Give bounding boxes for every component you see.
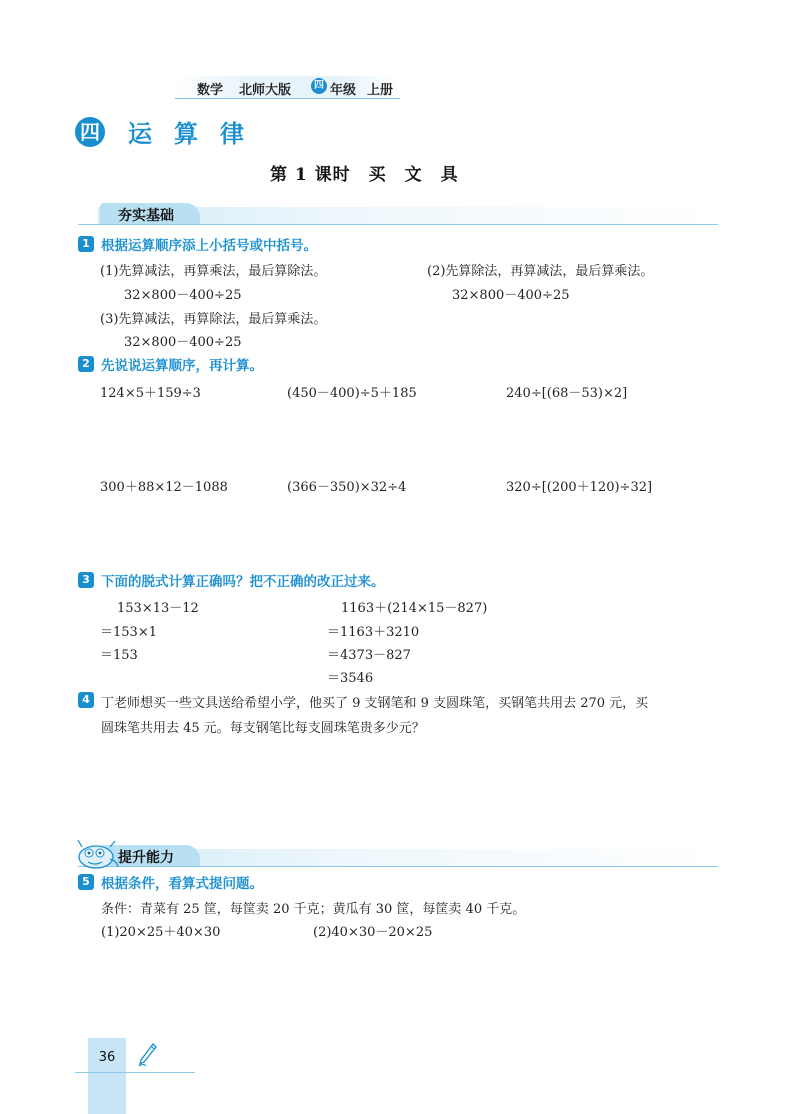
- q3-left-step-3: ＝153: [100, 648, 138, 663]
- pencil-icon: [136, 1042, 158, 1068]
- question-number-1: 1: [78, 236, 94, 252]
- q1-part1-expression: 32×800－400÷25: [124, 288, 242, 303]
- question-prompt-5: 根据条件，看算式提问题。: [101, 876, 263, 892]
- question-prompt-3: 下面的脱式计算正确吗？把不正确的改正过来。: [101, 574, 385, 590]
- banner-rule: [78, 866, 718, 867]
- q5-expression-1: (1)20×25＋40×30: [101, 925, 221, 940]
- running-header: [175, 76, 400, 100]
- section-title-advanced: 提升能力: [118, 850, 174, 866]
- question-number-5: 5: [78, 874, 94, 890]
- section-title-basic: 夯实基础: [118, 208, 174, 224]
- header-subject: 数学: [197, 83, 224, 98]
- header-edition: 北师大版: [239, 83, 292, 98]
- header-grade-label: 年级: [330, 83, 357, 98]
- q2-expression-3: 240÷[(68－53)×2]: [506, 386, 628, 401]
- section-banner-advanced: [78, 845, 718, 867]
- q5-condition: 条件：青菜有 25 筐，每筐卖 20 千克；黄瓜有 30 筐，每筐卖 40 千克。: [101, 902, 526, 917]
- question-prompt-1: 根据运算顺序添上小括号或中括号。: [101, 238, 317, 254]
- page-footer-rule: [75, 1072, 195, 1073]
- question-number-3: 3: [78, 572, 94, 588]
- mascot-icon: [74, 837, 120, 871]
- q3-left-step-1: 153×13－12: [117, 601, 199, 616]
- q3-right-step-1: 1163＋(214×15－827): [341, 601, 488, 616]
- q2-expression-1: 124×5＋159÷3: [100, 386, 201, 401]
- page-number: 36: [98, 1050, 116, 1065]
- question-number-4: 4: [78, 692, 94, 708]
- q3-right-step-2: ＝1163＋3210: [327, 625, 420, 640]
- q2-expression-2: (450－400)÷5＋185: [287, 386, 417, 401]
- q4-text-line-2: 圆珠笔共用去 45 元。每支钢笔比每支圆珠笔贵多少元？: [101, 721, 425, 736]
- header-rule: [175, 98, 400, 99]
- banner-rule: [78, 224, 718, 225]
- q3-right-step-3: ＝4373－827: [327, 648, 411, 663]
- question-number-2: 2: [78, 356, 94, 372]
- q1-part3-expression: 32×800－400÷25: [124, 335, 242, 350]
- unit-title: 运算律: [128, 120, 266, 148]
- header-grade-number: 四: [311, 78, 327, 94]
- q1-part2-label: (2)先算除法，再算减法，最后算乘法。: [427, 264, 654, 279]
- q3-right-step-4: ＝3546: [327, 671, 374, 686]
- q2-expression-4: 300＋88×12－1088: [100, 480, 228, 495]
- unit-badge: 四: [75, 117, 105, 147]
- question-prompt-2: 先说说运算顺序，再计算。: [101, 358, 263, 374]
- q5-expression-2: (2)40×30－20×25: [313, 925, 433, 940]
- q2-expression-5: (366－350)×32÷4: [287, 480, 407, 495]
- q3-left-step-2: ＝153×1: [100, 625, 157, 640]
- lesson-title: 第 1 课时 买 文 具: [270, 165, 459, 185]
- q2-expression-6: 320÷[(200＋120)÷32]: [506, 480, 653, 495]
- q4-text-line-1: 丁老师想买一些文具送给希望小学，他买了 9 支钢笔和 9 支圆珠笔，买钢笔共用去 270 元，买: [101, 696, 649, 711]
- q1-part2-expression: 32×800－400÷25: [452, 288, 570, 303]
- header-volume: 上册: [367, 83, 394, 98]
- q1-part3-label: (3)先算减法，再算除法，最后算乘法。: [100, 312, 327, 327]
- q1-part1-label: (1)先算减法，再算乘法，最后算除法。: [100, 264, 327, 279]
- section-banner-basic: [78, 203, 718, 225]
